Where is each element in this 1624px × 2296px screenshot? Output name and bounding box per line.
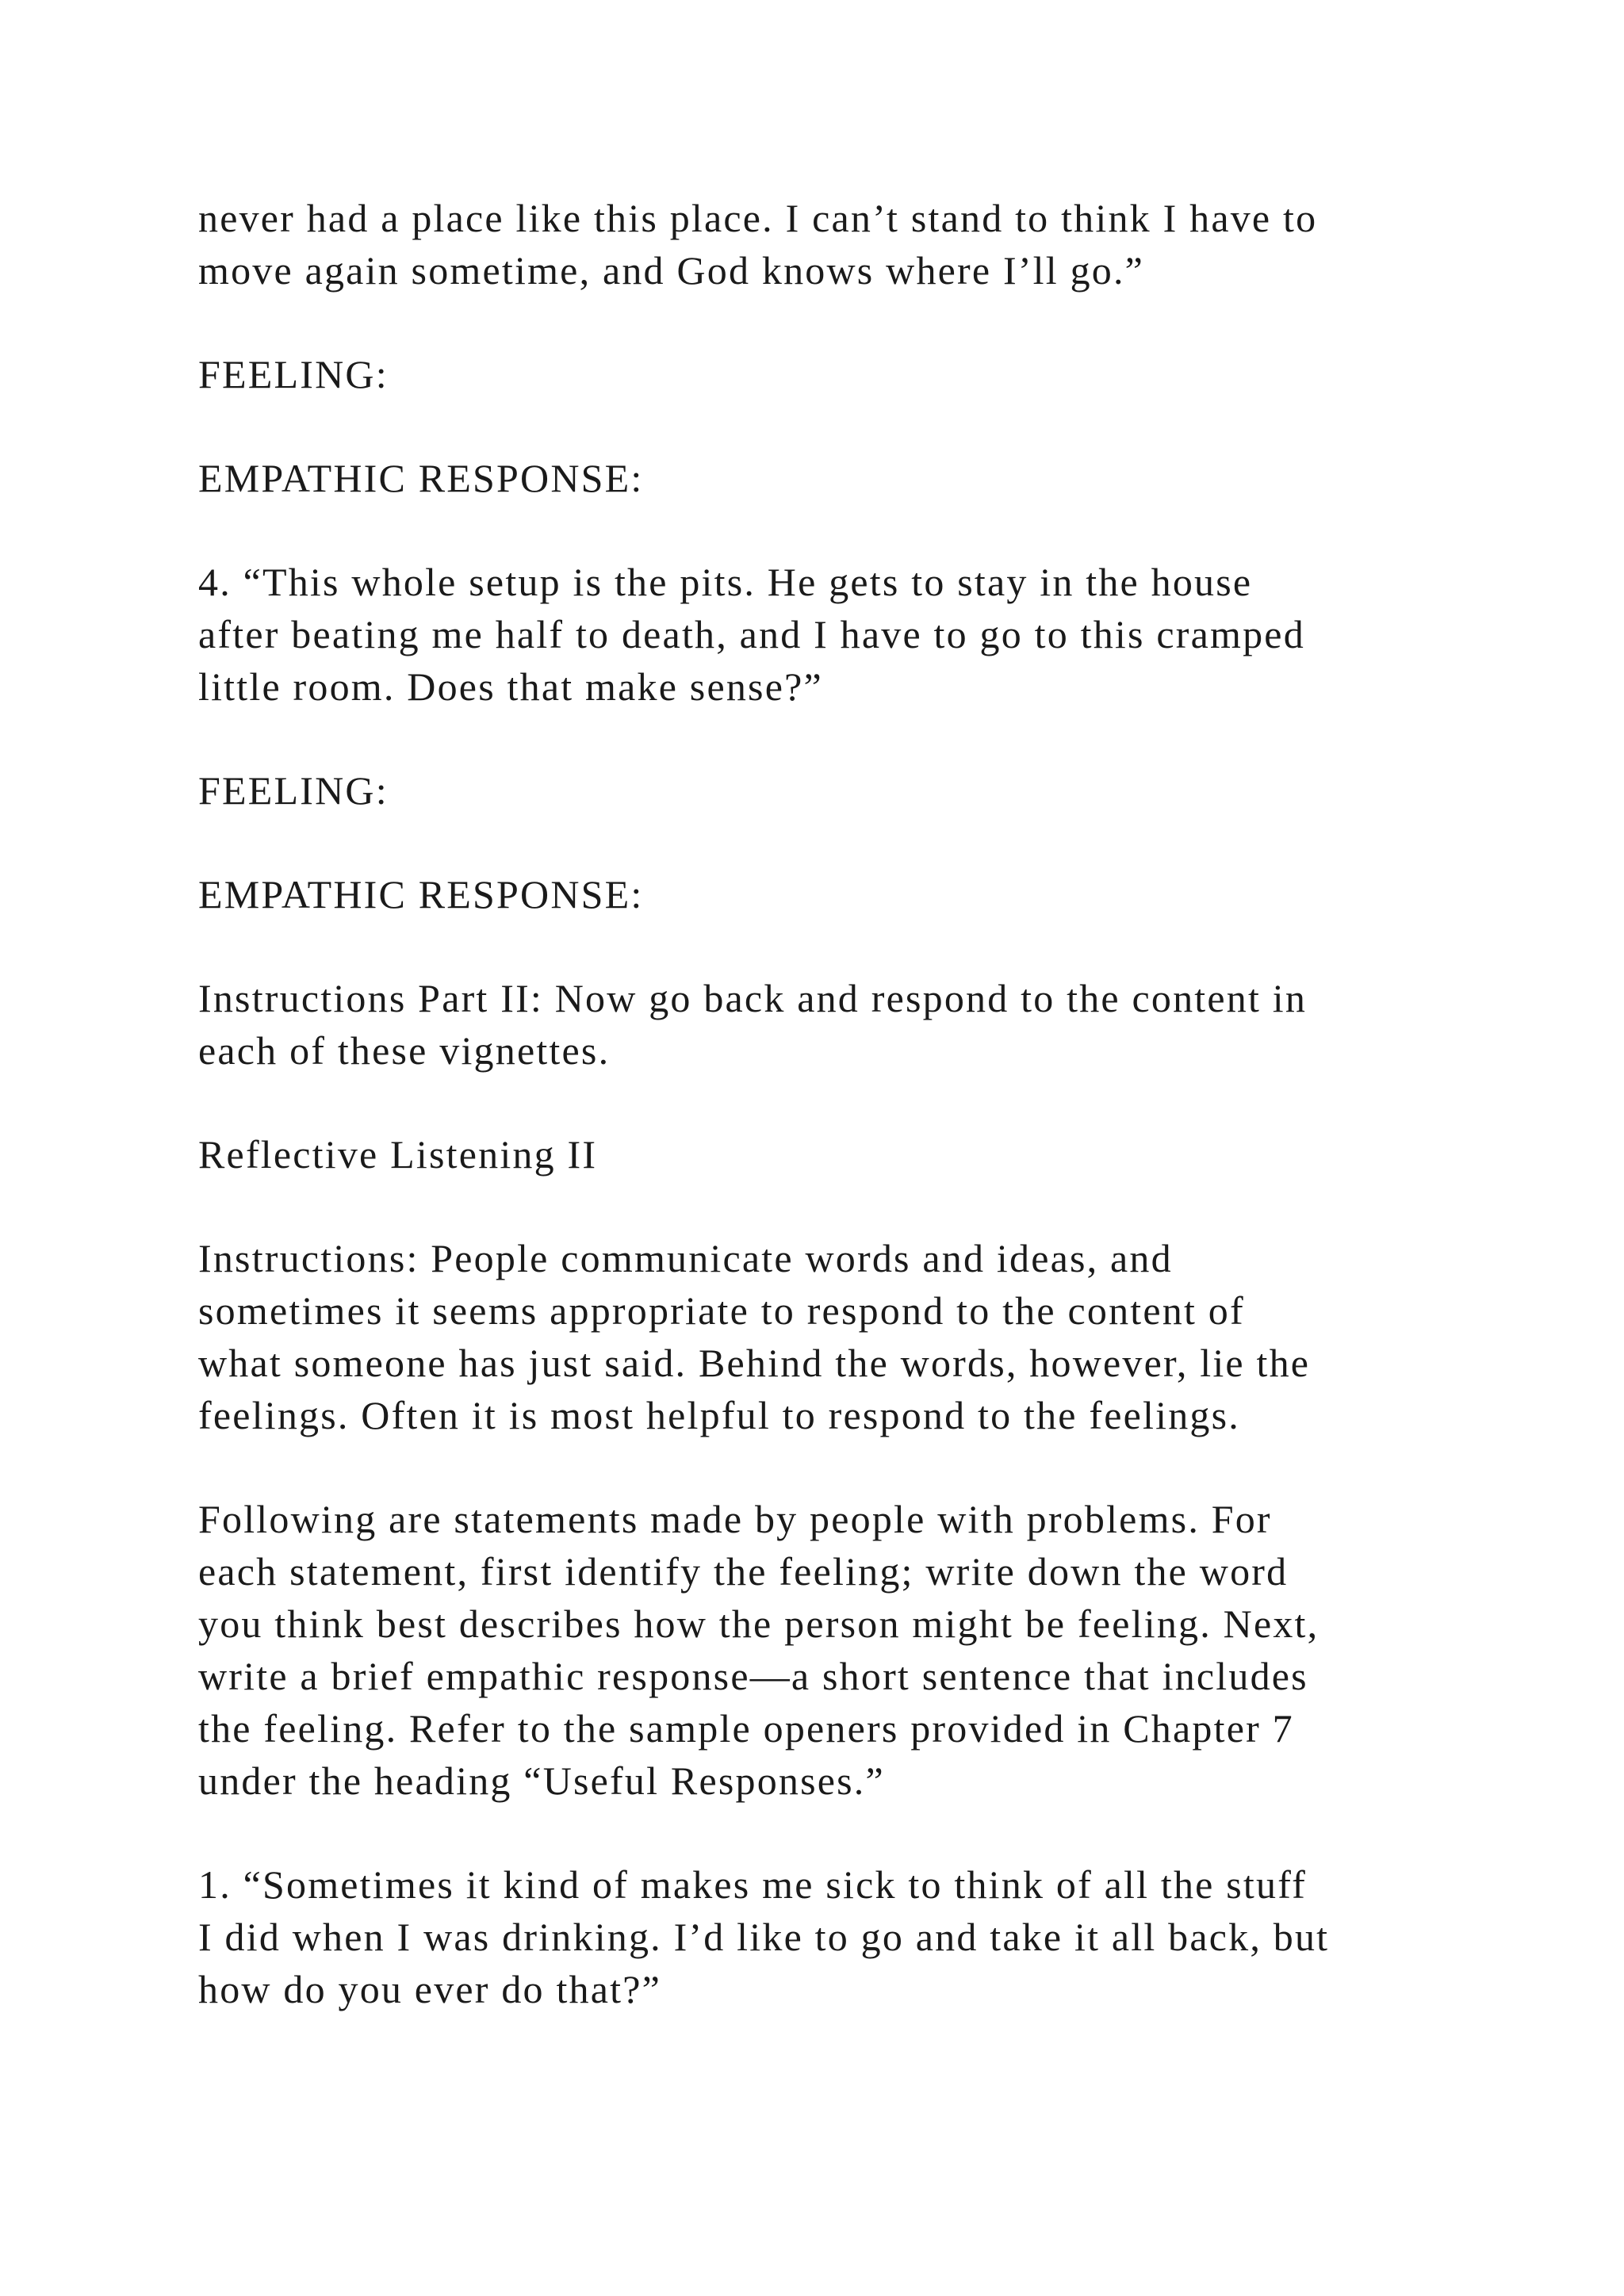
paragraph-instructions-part-2: Instructions Part II: Now go back and respond to the content in each of these vignettes. xyxy=(198,976,1308,1073)
paragraph-vignette-1: 1. “Sometimes it kind of makes me sick to think of all the stuff I did when I was drinking. I’d like to go and take it all back, but how do you ever do that?” xyxy=(198,1862,1330,2011)
section-heading: Reflective Listening II xyxy=(198,1132,598,1177)
paragraph-following-statements: Following are statements made by people with problems. For each statement, first identify the feeling; write down the word you think best describes how the person might be feeling. Next, write a brief empathic response—a short sentence that includes the feeling. Refer to the sample openers provided in Chapter 7 under the heading “Useful Responses.” xyxy=(198,1497,1320,1803)
paragraph-instructions: Instructions: People communicate words and ideas, and sometimes it seems appropriate to respond to the content of what someone has just said. Behind the words, however, lie the feelings. Often it is most helpful to respond to the feelings. xyxy=(198,1236,1311,1437)
document-body xyxy=(198,192,1467,2067)
feeling-label: FEELING: xyxy=(198,768,389,813)
empathic-response-label: EMPATHIC RESPONSE: xyxy=(198,456,644,500)
empathic-response-label: EMPATHIC RESPONSE: xyxy=(198,872,644,916)
paragraph-vignette-4: 4. “This whole setup is the pits. He gets to stay in the house after beating me half to death, and I have to go to this cramped little room. Does that make sense?” xyxy=(198,560,1305,709)
feeling-label: FEELING: xyxy=(198,352,389,396)
paragraph-vignette-3-continuation: never had a place like this place. I can’t stand to think I have to move again sometime, and God knows where I’ll go.” xyxy=(198,196,1318,293)
